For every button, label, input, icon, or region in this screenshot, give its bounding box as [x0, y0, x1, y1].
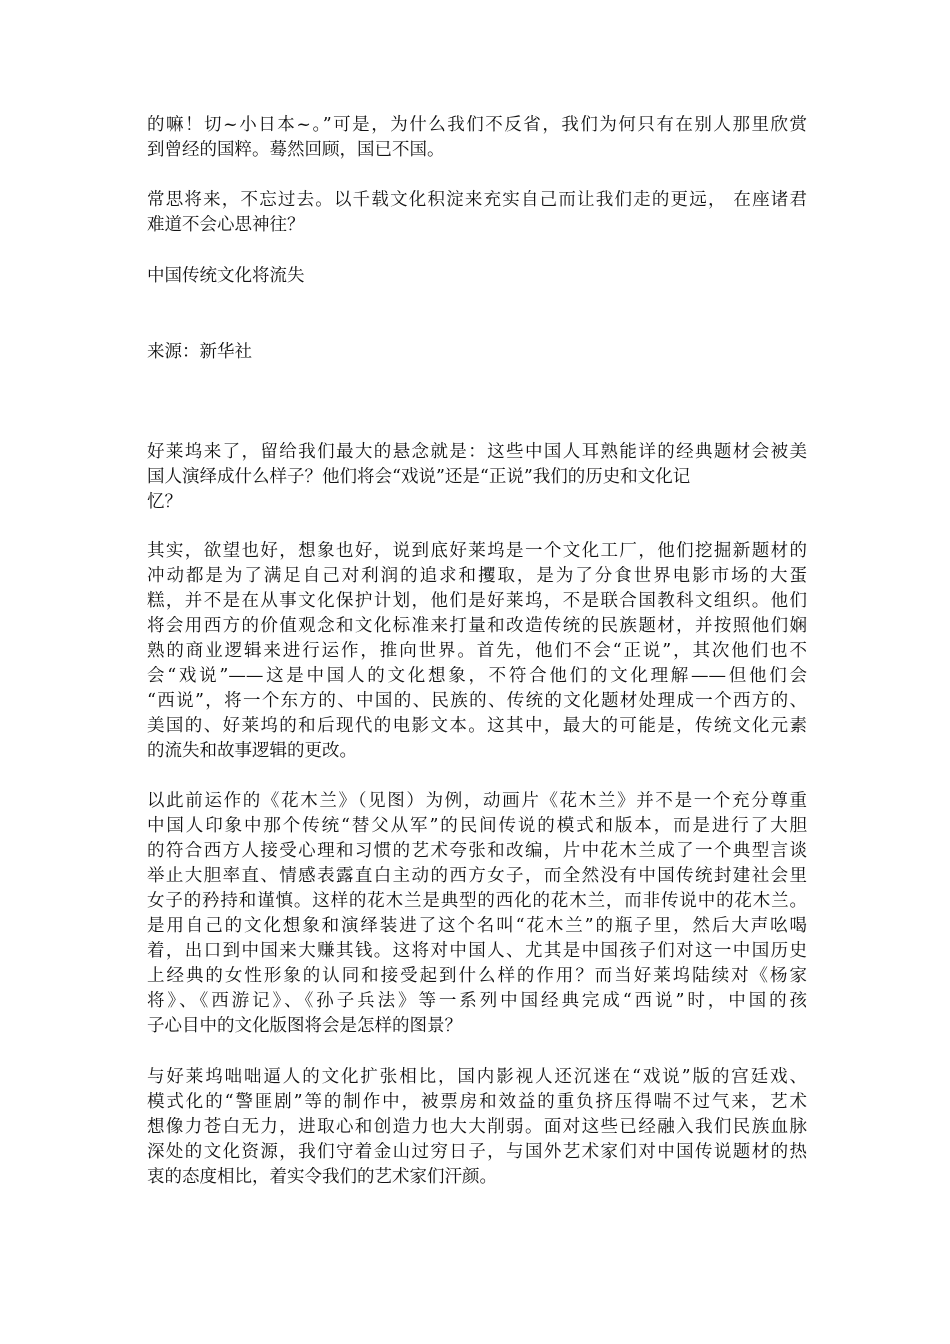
text-line: 忆？: [147, 492, 182, 512]
text-line: 会“戏说”——这是中国人的文化想象，不符合他们的文化理解——但他们会: [147, 666, 807, 686]
text-line: 国人演绎成什么样子？他们将会“戏说”还是“正说”我们的历史和文化记: [147, 467, 691, 487]
text-line: 举止大胆率直、情感表露直白主动的西方女子，而全然没有中国传统封建社会里: [147, 866, 807, 886]
text-line: 与好莱坞咄咄逼人的文化扩张相比，国内影视人还沉迷在“戏说”版的宫廷戏、: [147, 1067, 807, 1087]
text-line: “西说”，将一个东方的、中国的、民族的、传统的文化题材处理成一个西方的、: [147, 691, 807, 711]
text-line: 的符合西方人接受心理和习惯的艺术夸张和改编，片中花木兰成了一个典型言谈: [147, 841, 807, 861]
paragraph-2: [147, 188, 807, 238]
text-line: 着，出口到中国来大赚其钱。这将对中国人、尤其是中国孩子们对这一中国历史: [147, 941, 807, 961]
text-line: 将会用西方的价值观念和文化标准来打量和改造传统的民族题材，并按照他们娴: [147, 616, 807, 636]
title-line: 中国传统文化将流失: [147, 266, 305, 286]
text-line: 其实，欲望也好，想象也好，说到底好莱坞是一个文化工厂，他们挖掘新题材的: [147, 541, 807, 561]
text-line: 到曾经的国粹。蓦然回顾，国已不国。: [147, 140, 445, 160]
text-line: 的嘛！切~小日本~。”可是，为什么我们不反省，我们为何只有在别人那里欣赏: [147, 115, 807, 135]
text-line: 是用自己的文化想象和演绎装进了这个名叫“花木兰”的瓶子里，然后大声吆喝: [147, 916, 807, 936]
text-line: 中国人印象中那个传统“替父从军”的民间传说的模式和版本，而是进行了大胆: [147, 816, 807, 836]
text-line: 难道不会心思神往？: [147, 215, 305, 235]
text-line: 冲动都是为了满足自己对利润的追求和攫取，是为了分食世界电影市场的大蛋: [147, 566, 807, 586]
text-line: 女子的矜持和谨慎。这样的花木兰是典型的西化的花木兰，而非传说中的花木兰。: [147, 891, 807, 911]
text-line: 想像力苍白无力，进取心和创造力也大大削弱。面对这些已经融入我们民族血脉: [147, 1117, 807, 1137]
text-line: 模式化的“警匪剧”等的制作中，被票房和效益的重负挤压得喘不过气来，艺术: [147, 1092, 807, 1112]
text-line: 将》、《西游记》、《孙子兵法》等一系列中国经典完成“西说”时，中国的孩: [147, 991, 807, 1011]
paragraph-5: [147, 789, 807, 1039]
text-line: 常思将来，不忘过去。以千载文化积淀来充实自己而让我们走的更远， 在座诸君: [147, 190, 807, 210]
paragraph-1: [147, 113, 807, 163]
text-line: 好莱坞来了，留给我们最大的悬念就是：这些中国人耳熟能详的经典题材会被美: [147, 442, 807, 462]
article-source: [147, 340, 807, 365]
paragraph-3: [147, 440, 807, 515]
article-title: [147, 264, 807, 289]
paragraph-6: [147, 1065, 807, 1190]
text-line: 子心目中的文化版图将会是怎样的图景？: [147, 1016, 462, 1036]
text-line: 熟的商业逻辑来进行运作，推向世界。首先，他们不会“正说”，其次他们也不: [147, 641, 807, 661]
text-line: 以此前运作的《花木兰》（见图）为例，动画片《花木兰》并不是一个充分尊重: [147, 791, 807, 811]
paragraph-4: [147, 539, 807, 764]
text-line: 的流失和故事逻辑的更改。: [147, 741, 357, 761]
text-line: 深处的文化资源，我们守着金山过穷日子，与国外艺术家们对中国传说题材的热: [147, 1142, 807, 1162]
source-line: 来源：新华社: [147, 342, 252, 362]
text-line: 美国的、好莱坞的和后现代的电影文本。这其中，最大的可能是，传统文化元素: [147, 716, 807, 736]
text-line: 上经典的女性形象的认同和接受起到什么样的作用？而当好莱坞陆续对《杨家: [147, 966, 807, 986]
text-line: 衷的态度相比，着实令我们的艺术家们汗颜。: [147, 1167, 497, 1187]
text-line: 糕，并不是在从事文化保护计划，他们是好莱坞，不是联合国教科文组织。他们: [147, 591, 807, 611]
